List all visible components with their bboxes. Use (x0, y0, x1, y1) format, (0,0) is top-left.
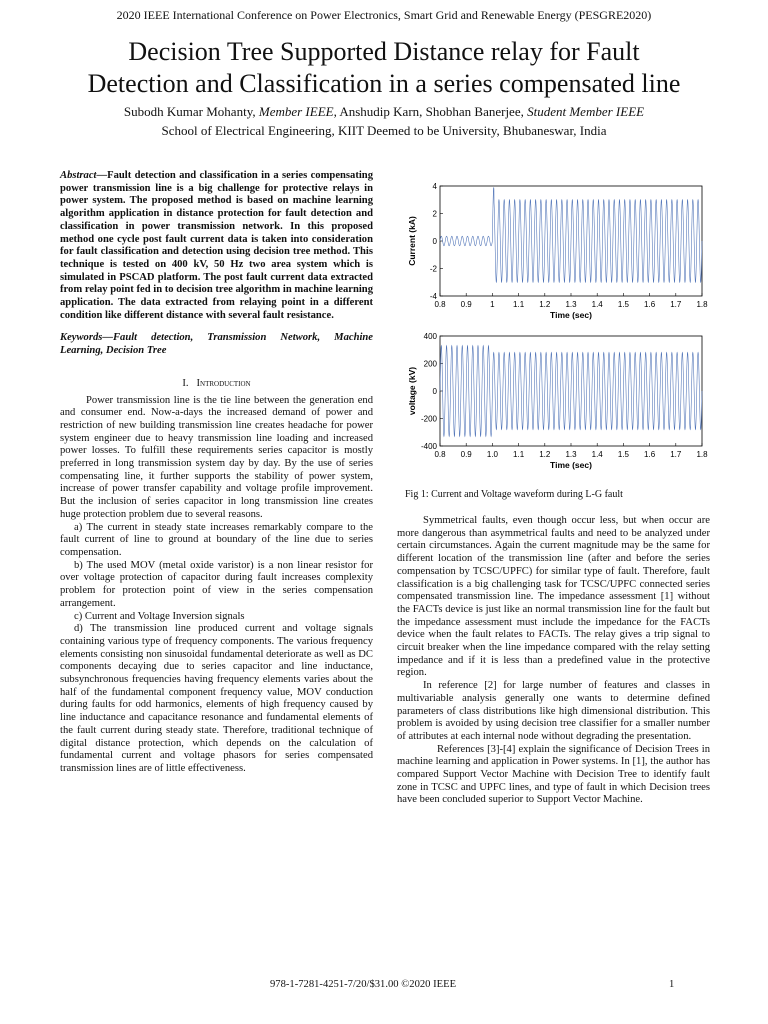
x-tick-label: 1 (490, 300, 495, 309)
list-item-b: b) The used MOV (metal oxide varistor) is a non linear resistor for over voltage protection of capacitor during fault increases complexity problem for protection point of view in the series compensation arrangement. (60, 559, 373, 609)
section-title: Introduction (196, 377, 251, 389)
figure-caption: Fig 1: Current and Voltage waveform during L-G fault (405, 489, 623, 500)
y-axis-label: Current (kA) (407, 216, 417, 266)
keywords: Keywords—Fault detection, Transmission Network, Machine Learning, Decision Tree (60, 332, 373, 357)
x-axis-label: Time (sec) (550, 310, 592, 320)
authors-rest: , Anshudip Karn, Shobhan Banerjee, (333, 104, 528, 119)
intro-paragraph: Power transmission line is the tie line between the generation end and consumer end. Now-a-days the increased demand of power and restriction of new building transmission line creates headache for power system engineer due to heavy transmission line loading and increased power losses. To fulfill these requirements series capacitor is mostly preferred in long transmission system day by day. By the use of series compensating line, it further supports the stability of power system, increase of power transfer capability and voltage profile improvement. But the inclusion of series capacitor in long transmission line creates huge protection problem due to several reasons. (60, 394, 373, 520)
paper-title (20, 36, 748, 100)
title-line-2: Detection and Classification in a series compensated line (87, 69, 681, 98)
x-tick-label: 1.4 (591, 450, 603, 459)
x-tick-label: 1.3 (565, 450, 577, 459)
right-paragraph-2: In reference [2] for large number of features and classes in multivariable analysis generally one wants to determine defined parameters of class distributions like high dimensional distribution. This problem is avoided by using decision tree classifier for a smaller number of attributes at each internal node without degrading the presentation. (397, 680, 710, 742)
x-tick-label: 0.9 (460, 300, 472, 309)
list-item-c: c) Current and Voltage Inversion signals (74, 610, 245, 622)
y-tick-label: 2 (432, 209, 437, 219)
right-paragraph-1: Symmetrical faults, even though occur less, but when occur are more dangerous than asymmetrical faults and need to be analyzed under certain circumstances. Again the current magnitude may be the same for different location of the transmission line (after and before the series compensation by TCSC/UPFC) for similar type of fault. Therefore, fault classification is a big challenging task for TCSC/UPFC connected series compensated transmission line. The impedance assessment [1] without the FACTs device is just like an normal transmission line for the fault but the impedance assessment must include the impedance for the FACTs device when the fault relates to FACTs. The relay gives a trip signal to circuit breaker when the line impedance compared with the relay setting impedance and if it is less than a predefined value in the protective region. (397, 515, 710, 679)
x-tick-label: 1.1 (513, 450, 525, 459)
y-tick-label: 400 (423, 332, 437, 341)
abstract (60, 170, 373, 322)
x-tick-label: 1.3 (565, 300, 577, 309)
y-tick-label: -200 (420, 414, 437, 424)
section-heading (60, 378, 373, 391)
left-column (60, 170, 373, 776)
x-tick-label: 1.0 (486, 450, 498, 459)
authors-role: Student Member IEEE (527, 104, 645, 119)
author-list (0, 104, 768, 120)
x-tick-label: 1.5 (617, 300, 629, 309)
x-tick-label: 0.9 (460, 450, 472, 459)
page-number: 1 (669, 979, 675, 990)
waveform-series (440, 187, 702, 282)
x-tick-label: 1.1 (513, 300, 525, 309)
x-tick-label: 1.8 (696, 300, 708, 309)
footer-copyright: 978-1-7281-4251-7/20/$31.00 ©2020 IEEE (270, 979, 457, 990)
y-axis-label: voltage (kV) (407, 366, 417, 416)
current-waveform-chart (407, 182, 708, 320)
right-paragraph-3: References [3]-[4] explain the significance of Decision Trees in machine learning and application in Power systems. In [1], the author has compared Support Vector Machine with Decision Tree to identify fault zone in TCSC and UPFC lines, and type of fault in which Decision trees have been concluded superior to Support Vector Machine. (397, 743, 710, 806)
x-tick-label: 1.4 (591, 300, 603, 309)
list-item-d: d) The transmission line produced current and voltage signals containing various type of frequency components. The various frequency elements consisting non sinusoidal fundamental deteriorate as well as DC components decaying due to series capacitor and line inductance, subsynchronous frequencies having frequency elements varies about the half of the fundamental component frequency value, MOV conduction during faults for odd harmonics, elements of high frequency caused by line inductance and capacitance resonance and fundamental elements of the fault current during steady state. Therefore, traditional technique of digital distance protection, which depends on the calculation of fundamental current and voltage phasors for series compensated transmission lines are of little effectiveness. (60, 623, 373, 774)
right-column (397, 515, 710, 807)
author-1-role: Member IEEE (258, 104, 334, 119)
y-tick-label: 0 (432, 387, 437, 396)
waveform-series (440, 346, 702, 437)
list-item-a: a) The current in steady state increases remarkably compare to the fault current of line to ground at boundary of the line due to series compensation. (60, 521, 373, 558)
y-tick-label: 0 (432, 237, 437, 246)
x-tick-label: 1.8 (696, 450, 708, 459)
x-tick-label: 0.8 (434, 450, 446, 459)
conference-header: 2020 IEEE International Conference on Power Electronics, Smart Grid and Renewable Energy (PESGRE2020) (116, 8, 652, 22)
affiliation: School of Electrical Engineering, KIIT Deemed to be University, Bhubaneswar, India (161, 123, 607, 138)
section-number: I. (182, 377, 189, 389)
figure-1-waveforms (405, 176, 725, 486)
voltage-waveform-chart (407, 332, 708, 470)
x-tick-label: 1.6 (644, 450, 656, 459)
y-tick-label: 200 (423, 359, 437, 369)
x-tick-label: 1.5 (617, 450, 629, 459)
x-axis-label: Time (sec) (550, 460, 592, 470)
title-line-1: Decision Tree Supported Distance relay for Fault (128, 37, 640, 66)
x-tick-label: 1.7 (670, 450, 682, 459)
x-tick-label: 1.2 (539, 300, 551, 309)
y-tick-label: -400 (420, 442, 437, 451)
y-tick-label: -2 (429, 264, 437, 274)
y-tick-label: -4 (429, 292, 437, 301)
author-1: Subodh Kumar Mohanty, (123, 104, 259, 119)
x-tick-label: 1.7 (670, 300, 682, 309)
x-tick-label: 0.8 (434, 300, 446, 309)
abstract-text: —Fault detection and classification in a series compensating power transmission line is a big challenge for protective relays in power system. The proposed method is based on machine learning algorithm application in distance protection for fault detection and classification in power transmission network. In this proposed method one cycle post fault current data is taken into consideration for fault classification and detection using decision tree method. This technique is tested on 400 kV, 50 Hz two area system which is simulated in PSCAD platform. The post fault current data extracted from relay point fed in to decision tree algorithm in machine learning application. The data extracted from relaying point in a different condition like different distance with several fault resistance. (60, 170, 373, 321)
x-tick-label: 1.2 (539, 450, 551, 459)
x-tick-label: 1.6 (644, 300, 656, 309)
y-tick-label: 4 (432, 182, 437, 191)
abstract-label: Abstract (60, 170, 97, 181)
